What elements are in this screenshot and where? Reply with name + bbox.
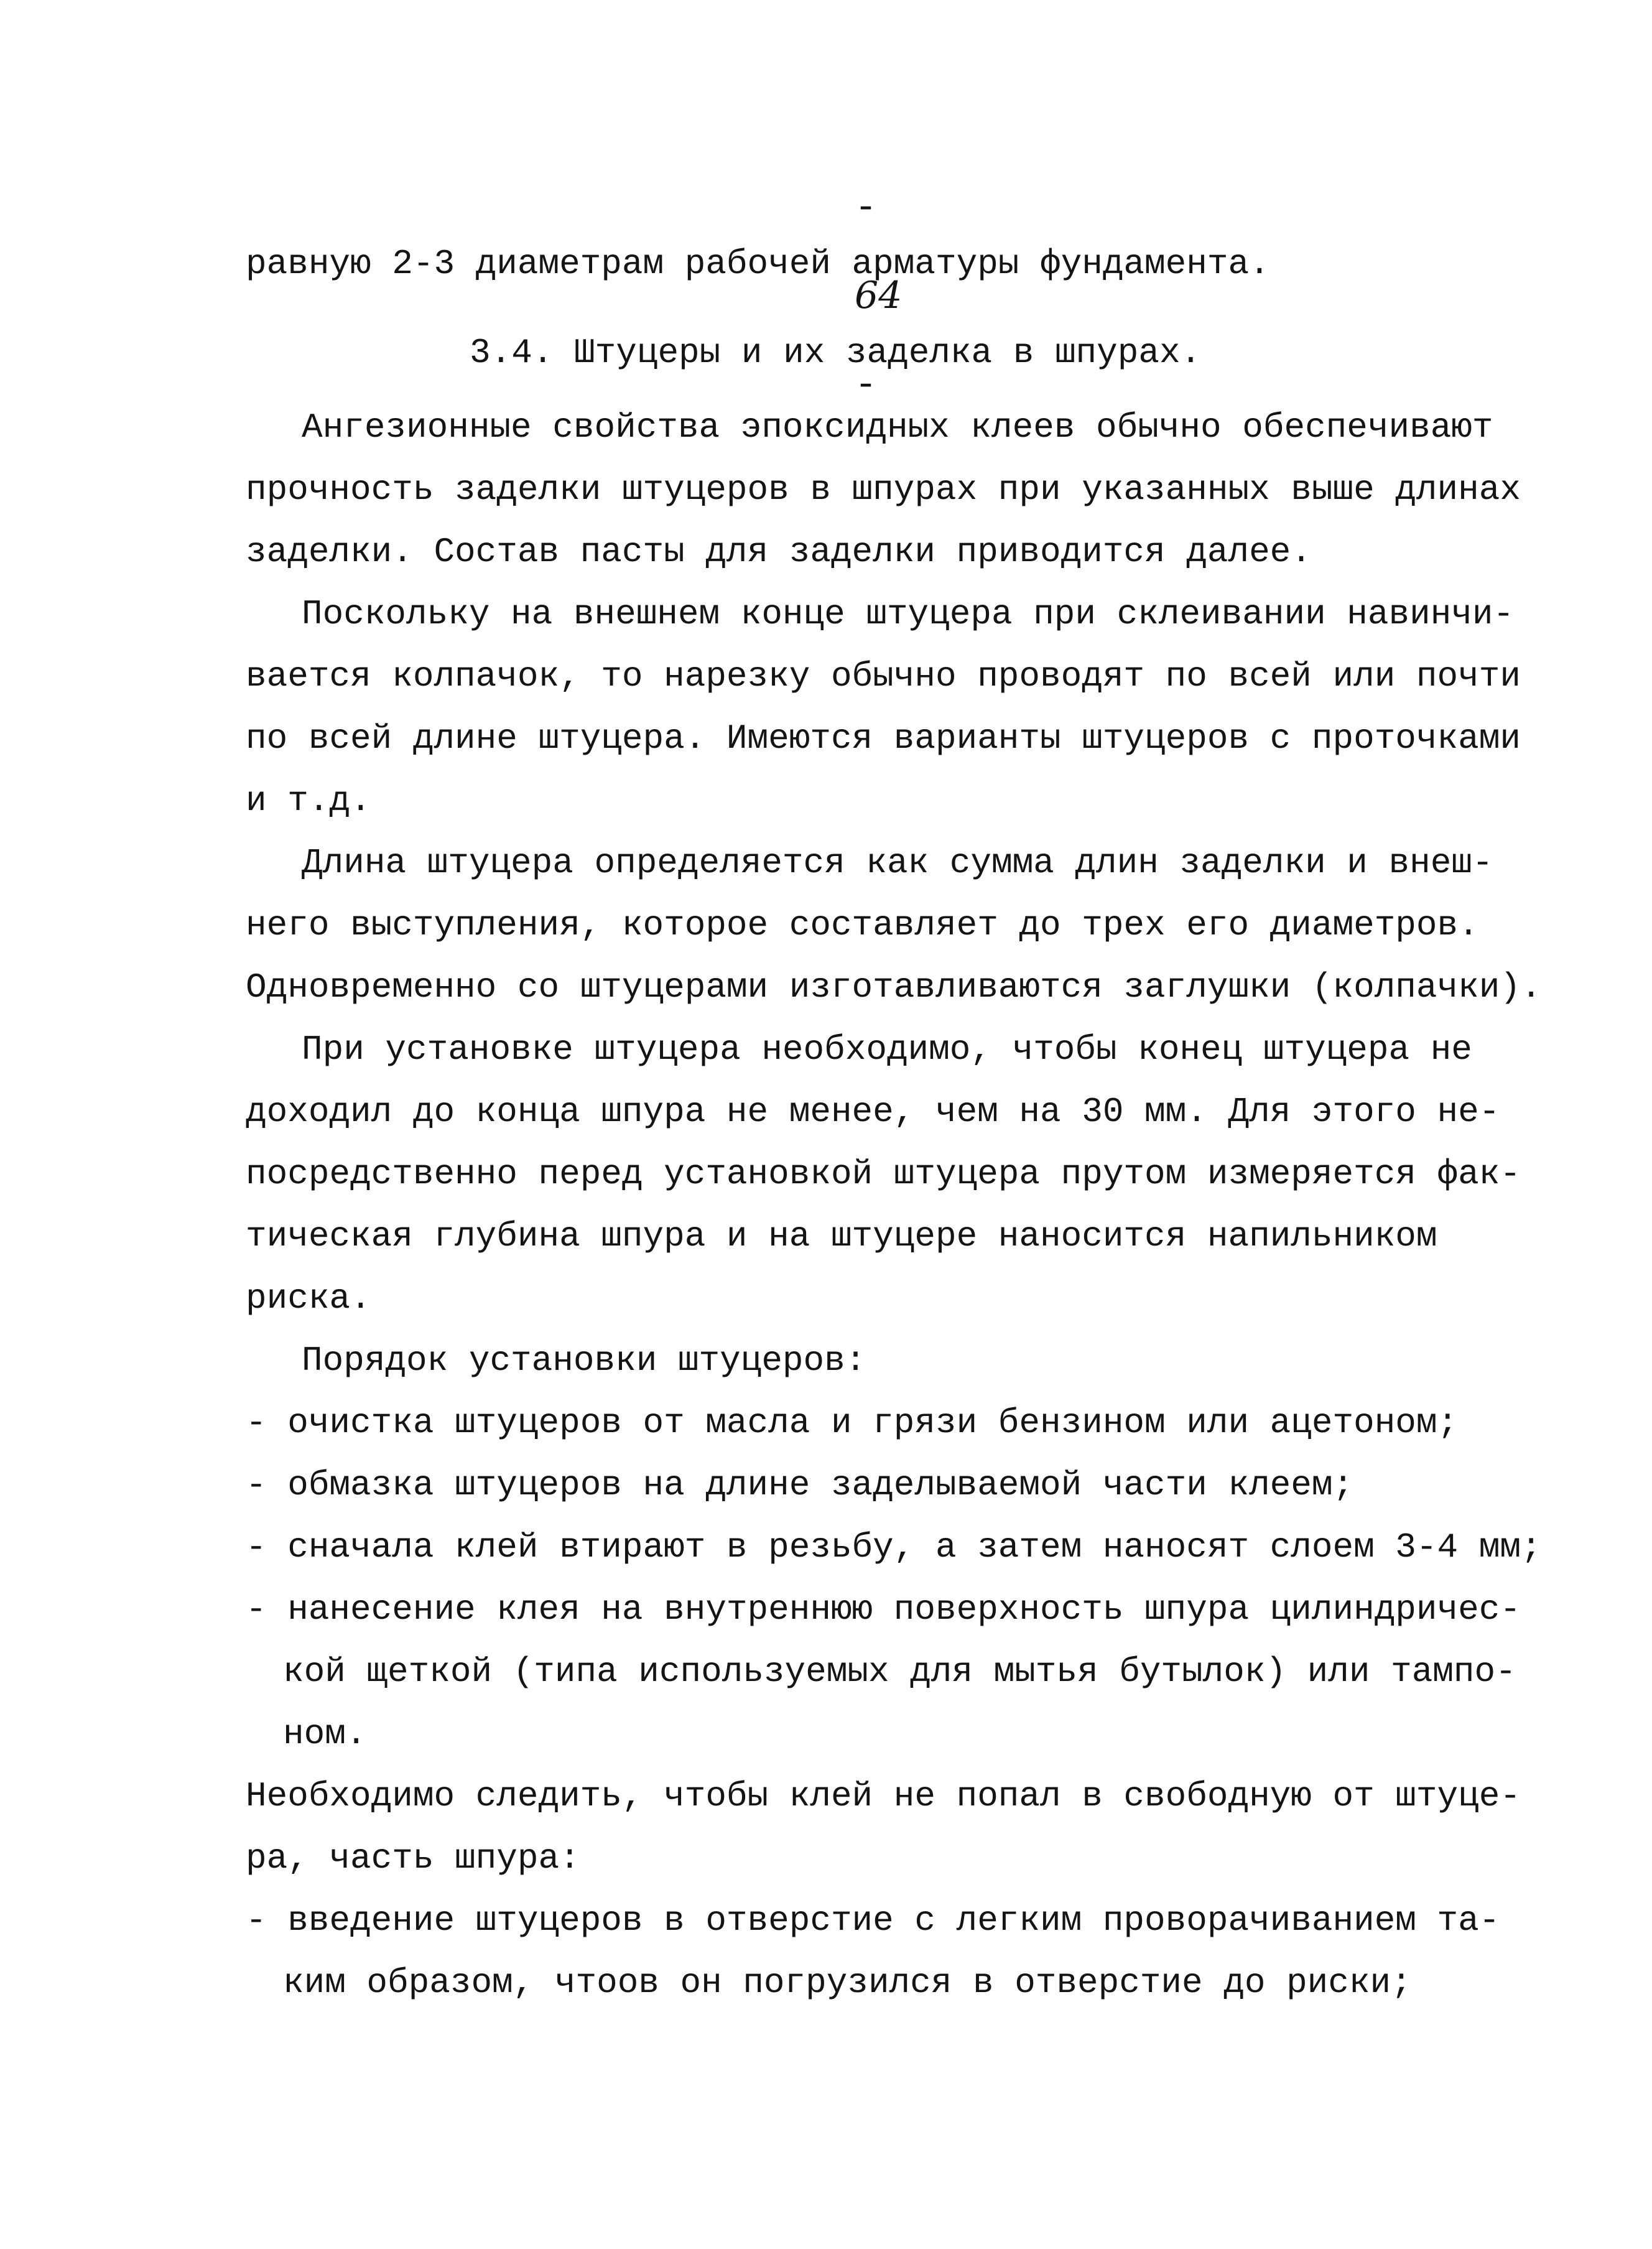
text-line-3: Ангезионные свойства эпоксидных клеев обычно обеспечивают bbox=[302, 407, 1493, 447]
section-heading: 3.4. Штуцеры и их заделка в шпурах. bbox=[470, 333, 1202, 373]
list-item-5: - введение штуцеров в отверстие с легким проворачиванием та- bbox=[246, 1901, 1500, 1940]
text-line-25: Необходимо следить, чтобы клей не попал в свободную от штуце- bbox=[246, 1776, 1521, 1816]
page-number-value: 64 bbox=[855, 274, 903, 317]
page-number-dash-left: - bbox=[855, 187, 878, 230]
list-item-2: - обмазка штуцеров на длине заделываемой части клеем; bbox=[246, 1465, 1354, 1505]
text-line-13: При установке штуцера необходимо, чтобы конец штуцера не bbox=[302, 1030, 1472, 1069]
text-line-15: посредственно перед установкой штуцера прутом измеряется фак- bbox=[246, 1154, 1521, 1194]
list-item-4-cont-1: кой щеткой (типа используемых для мытья бутылок) или тампо- bbox=[283, 1652, 1516, 1692]
list-item-5-cont: ким образом, чтоов он погрузился в отверстие до риски; bbox=[283, 1963, 1412, 2003]
text-line-4: прочность заделки штуцеров в шпурах при указанных выше длинах bbox=[246, 470, 1521, 510]
text-line-26: ра, часть шпура: bbox=[246, 1838, 580, 1878]
text-line-16: тическая глубина шпура и на штуцере наносится напильником bbox=[246, 1216, 1437, 1256]
list-item-1: - очистка штуцеров от масла и грязи бензином или ацетоном; bbox=[246, 1403, 1459, 1443]
text-line-18: Порядок установки штуцеров: bbox=[302, 1341, 866, 1381]
text-line-8: по всей длине штуцера. Имеются варианты штуцеров с проточками bbox=[246, 719, 1521, 758]
text-line-12: Одновременно со штуцерами изготавливаются заглушки (колпачки). bbox=[246, 967, 1542, 1007]
text-line-9: и т.д. bbox=[246, 781, 371, 821]
text-line-17: риска. bbox=[246, 1278, 371, 1318]
text-line-10: Длина штуцера определяется как сумма длин заделки и внеш- bbox=[302, 843, 1493, 883]
text-line-11: него выступления, которое составляет до трех его диаметров. bbox=[246, 905, 1479, 945]
text-line-5: заделки. Состав пасты для заделки приводится далее. bbox=[246, 532, 1312, 572]
page-number bbox=[765, 143, 902, 451]
text-line-1: равную 2-3 диаметрам рабочей арматуры фундамента. bbox=[246, 244, 1270, 284]
page-number-dash-right: - bbox=[855, 365, 878, 407]
text-line-7: вается колпачок, то нарезку обычно проводят по всей или почти bbox=[246, 656, 1521, 696]
list-item-4-cont-2: ном. bbox=[283, 1714, 367, 1754]
list-item-3: - сначала клей втирают в резьбу, а затем наносят слоем 3-4 мм; bbox=[246, 1527, 1542, 1567]
text-line-14: доходил до конца шпура не менее, чем на 30 мм. Для этого не- bbox=[246, 1092, 1500, 1132]
list-item-4: - нанесение клея на внутреннюю поверхность шпура цилиндричес- bbox=[246, 1590, 1521, 1629]
text-line-6: Поскольку на внешнем конце штуцера при склеивании навинчи- bbox=[302, 594, 1515, 634]
